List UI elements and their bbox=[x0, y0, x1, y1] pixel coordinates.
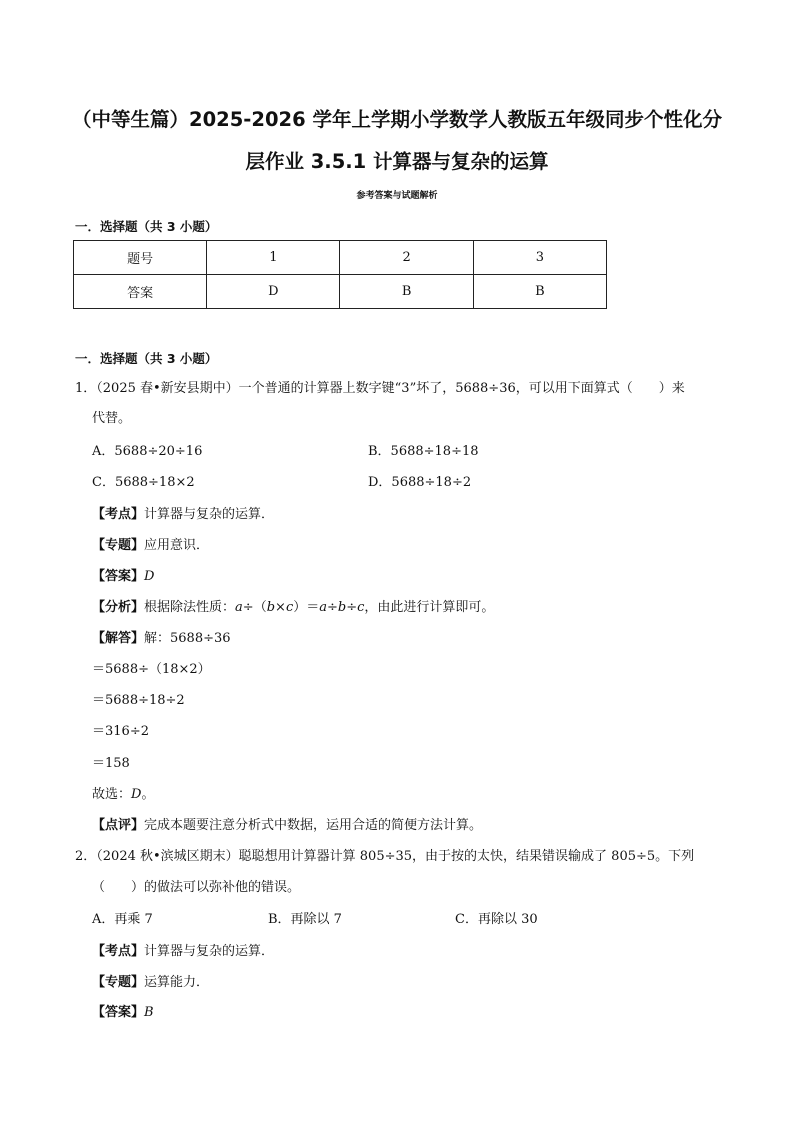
q2-zhuanti-text: 运算能力． bbox=[144, 975, 210, 990]
table-cell-number-1: 1 bbox=[207, 241, 340, 275]
daan-tag: 【答案】 bbox=[92, 1005, 145, 1020]
table-cell-answer-1: D bbox=[207, 275, 340, 309]
var-a: a bbox=[319, 600, 327, 615]
q1-kaodian-text: 计算器与复杂的运算． bbox=[144, 507, 275, 522]
section-heading-questions: 一．选择题（共 3 小题） bbox=[75, 351, 218, 366]
q1-fenxi-suffix: ，由此进行计算即可。 bbox=[364, 600, 495, 615]
kaodian-tag: 【考点】 bbox=[92, 944, 145, 959]
fenxi-tag: 【分析】 bbox=[92, 600, 145, 615]
q2-stem-line-1: 2．（2024 秋•滨城区期末）聪聪想用计算器计算 805÷35，由于按的太快，结果错误输成了 805÷5。下列 bbox=[75, 849, 695, 864]
table-cell-number-3: 3 bbox=[473, 241, 606, 275]
table-row-answers bbox=[74, 275, 607, 309]
q1-dianping-text: 完成本题要注意分析式中数据，运用合适的简便方法计算。 bbox=[144, 818, 483, 833]
q1-fenxi bbox=[92, 599, 494, 617]
table-cell-answer-3: B bbox=[473, 275, 606, 309]
op-div: ÷ bbox=[327, 600, 338, 615]
kaodian-tag: 【考点】 bbox=[92, 507, 145, 522]
q2-kaodian bbox=[92, 943, 274, 961]
table-cell-number-2: 2 bbox=[340, 241, 473, 275]
var-c: c bbox=[285, 600, 294, 615]
q1-option-d: D．5688÷18÷2 bbox=[368, 475, 472, 490]
q2-daan-text: B bbox=[144, 1005, 154, 1020]
q2-stem-line-2: （ ）的做法可以弥补他的错误。 bbox=[92, 880, 301, 895]
q1-daan bbox=[92, 568, 154, 586]
q2-option-b: B．再除以 7 bbox=[268, 912, 342, 927]
zhuanti-tag: 【专题】 bbox=[92, 975, 145, 990]
q2-option-a: A．再乘 7 bbox=[92, 912, 153, 927]
op-eq: ）＝ bbox=[293, 600, 320, 615]
q1-daan-text: D bbox=[144, 569, 155, 584]
var-b: b bbox=[266, 600, 276, 615]
q1-fenxi-prefix: 根据除法性质： bbox=[144, 600, 236, 615]
q1-choose-suffix: 。 bbox=[141, 787, 155, 802]
q1-choose-letter: D bbox=[131, 787, 142, 802]
q1-dianping bbox=[92, 817, 482, 835]
q1-choose bbox=[92, 786, 154, 804]
q1-choose-prefix: 故选： bbox=[92, 787, 132, 802]
q1-step-3: ＝316÷2 bbox=[92, 724, 149, 739]
q2-option-c: C．再除以 30 bbox=[455, 912, 538, 927]
q1-step-2: ＝5688÷18÷2 bbox=[92, 693, 185, 708]
q2-kaodian-text: 计算器与复杂的运算． bbox=[144, 944, 275, 959]
document-title-line-1: （中等生篇）2025-2026 学年上学期小学数学人教版五年级同步个性化分 bbox=[72, 108, 722, 131]
dianping-tag: 【点评】 bbox=[92, 818, 145, 833]
op-div: ÷（ bbox=[242, 600, 267, 615]
daan-tag: 【答案】 bbox=[92, 569, 145, 584]
q2-zhuanti bbox=[92, 974, 209, 992]
q1-step-1: ＝5688÷（18×2） bbox=[92, 662, 211, 677]
section-heading-answers: 一．选择题（共 3 小题） bbox=[75, 219, 218, 234]
answer-table bbox=[73, 240, 607, 309]
jieda-tag: 【解答】 bbox=[92, 631, 145, 646]
op-times: × bbox=[275, 600, 286, 615]
table-cell-answer-2: B bbox=[340, 275, 473, 309]
q1-jieda-text: 解：5688÷36 bbox=[144, 631, 231, 646]
op-div: ÷ bbox=[346, 600, 358, 615]
q1-jieda bbox=[92, 630, 231, 648]
q1-zhuanti-text: 应用意识． bbox=[144, 538, 210, 553]
q2-daan bbox=[92, 1004, 154, 1022]
var-a: a bbox=[235, 600, 243, 615]
var-b: b bbox=[337, 600, 347, 615]
zhuanti-tag: 【专题】 bbox=[92, 538, 145, 553]
document-title-line-2: 层作业 3.5.1 计算器与复杂的运算 bbox=[245, 150, 549, 173]
var-c: c bbox=[357, 600, 365, 615]
q1-option-c: C．5688÷18×2 bbox=[92, 475, 195, 490]
q1-step-4: ＝158 bbox=[92, 756, 130, 771]
table-row-numbers bbox=[74, 241, 607, 275]
table-header-answer: 答案 bbox=[74, 275, 207, 309]
q1-stem-line-2: 代替。 bbox=[92, 411, 132, 426]
table-header-number: 题号 bbox=[74, 241, 207, 275]
q1-kaodian bbox=[92, 506, 274, 524]
q1-zhuanti bbox=[92, 537, 209, 555]
q1-option-a: A．5688÷20÷16 bbox=[92, 444, 203, 459]
document-subtitle: 参考答案与试题解析 bbox=[356, 191, 438, 201]
q1-option-b: B．5688÷18÷18 bbox=[368, 444, 479, 459]
q1-stem-line-1: 1．（2025 春•新安县期中）一个普通的计算器上数字键“3”坏了，5688÷36，可以用下面算式（ ）来 bbox=[75, 381, 685, 396]
